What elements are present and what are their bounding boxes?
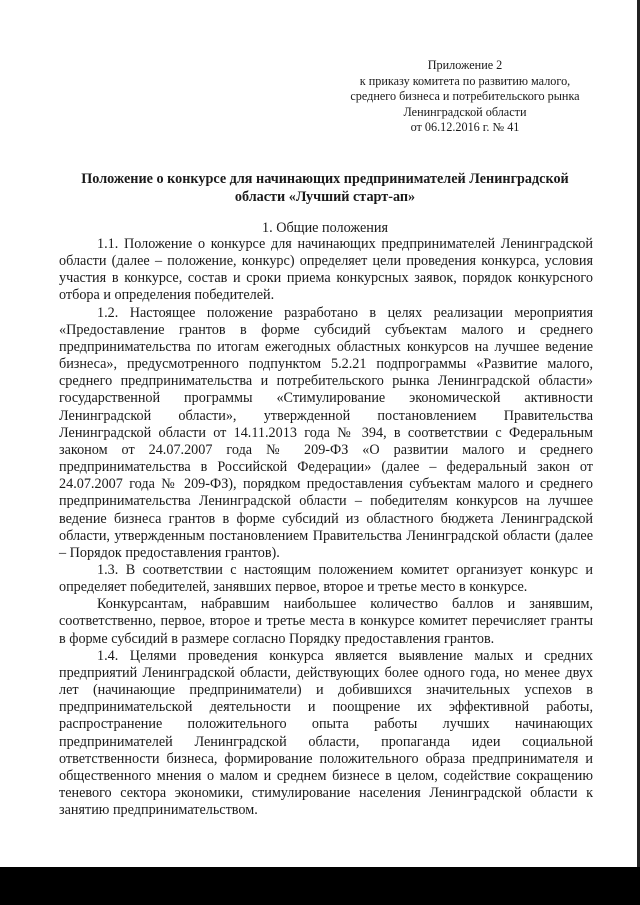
- section-heading: 1. Общие положения: [262, 220, 388, 236]
- paragraph-1-2: 1.2. Настоящее положение разработано в целях реализации мероприятия «Предоставление грантов в форме субсидий субъектам малого и среднего предпринимательства по итогам ежегодных областных конкурсов на лучшее ведение бизнеса», предусмотренного подпунктом 5.2.21 подпрограммы «Развитие малого, среднего предпринимательства и потребительского рынка Ленинградской области» государственной программы «Стимулирование экономической активности Ленинградской области», утвержденной постановлением Правительства Ленинградской области от 14.11.2013 года № 394, в соответствии с Федеральным законом от 24.07.2007 года № 209-ФЗ «О развитии малого и среднего предпринимательства в Российской Федерации» (далее – федеральный закон от 24.07.2007 года № 209-ФЗ), порядком предоставления субъектам малого и среднего предпринимательства Ленинградской области – победителям конкурсов на лучшее ведение бизнеса грантов в форме субсидий из областного бюджета Ленинградской области, утвержденным постановлением Правительства Ленинградской области (далее – Порядок предоставления грантов).: [59, 304, 593, 561]
- appendix-block: [330, 58, 600, 136]
- document-title: Положение о конкурсе для начинающих предпринимателей Ленинградской области «Лучший старт-ап»: [81, 171, 569, 205]
- scan-border: [0, 867, 640, 905]
- paragraph-1-4: 1.4. Целями проведения конкурса является выявление малых и средних предприятий Ленинградской области, действующих более одного года, но менее двух лет (начинающие предприниматели) и добившихся значительных успехов в предпринимательской деятельности и поощрение их эффективной работы, распространение положительного опыта работы лучших начинающих предпринимателей Ленинградской области, пропаганда идеи социальной ответственности бизнеса, формирование положительного образа предпринимателя и общественного мнения о малом и среднем бизнесе в целом, содействие сокращению теневого сектора экономики, стимулирование населения Ленинградской области к занятию предпринимательством.: [59, 647, 593, 819]
- appendix-line: среднего бизнеса и потребительского рынка: [350, 89, 580, 103]
- paragraph-1-3: 1.3. В соответствии с настоящим положением комитет организует конкурс и определяет победителей, занявших первое, второе и третье место в конкурсе.: [59, 561, 593, 596]
- appendix-line: от 06.12.2016 г. № 41: [410, 120, 520, 134]
- paragraph-grants: Конкурсантам, набравшим наибольшее количество баллов и занявшим, соответственно, первое, второе и третье места в конкурсе комитет перечисляет гранты в форме субсидий в размере согласно Порядку предоставления грантов.: [59, 596, 593, 647]
- appendix-line: Ленинградской области: [403, 104, 527, 119]
- appendix-line: Приложение 2: [427, 58, 503, 72]
- appendix-line: к приказу комитета по развитию малого,: [359, 73, 571, 88]
- document-body: [59, 236, 593, 819]
- paragraph-1-1: 1.1. Положение о конкурсе для начинающих предпринимателей Ленинградской области (далее – положение, конкурс) определяет цели проведения конкурса, условия участия в конкурсе, состав и сроки приема конкурсных заявок, порядок конкурсного отбора и определения победителей.: [59, 236, 593, 304]
